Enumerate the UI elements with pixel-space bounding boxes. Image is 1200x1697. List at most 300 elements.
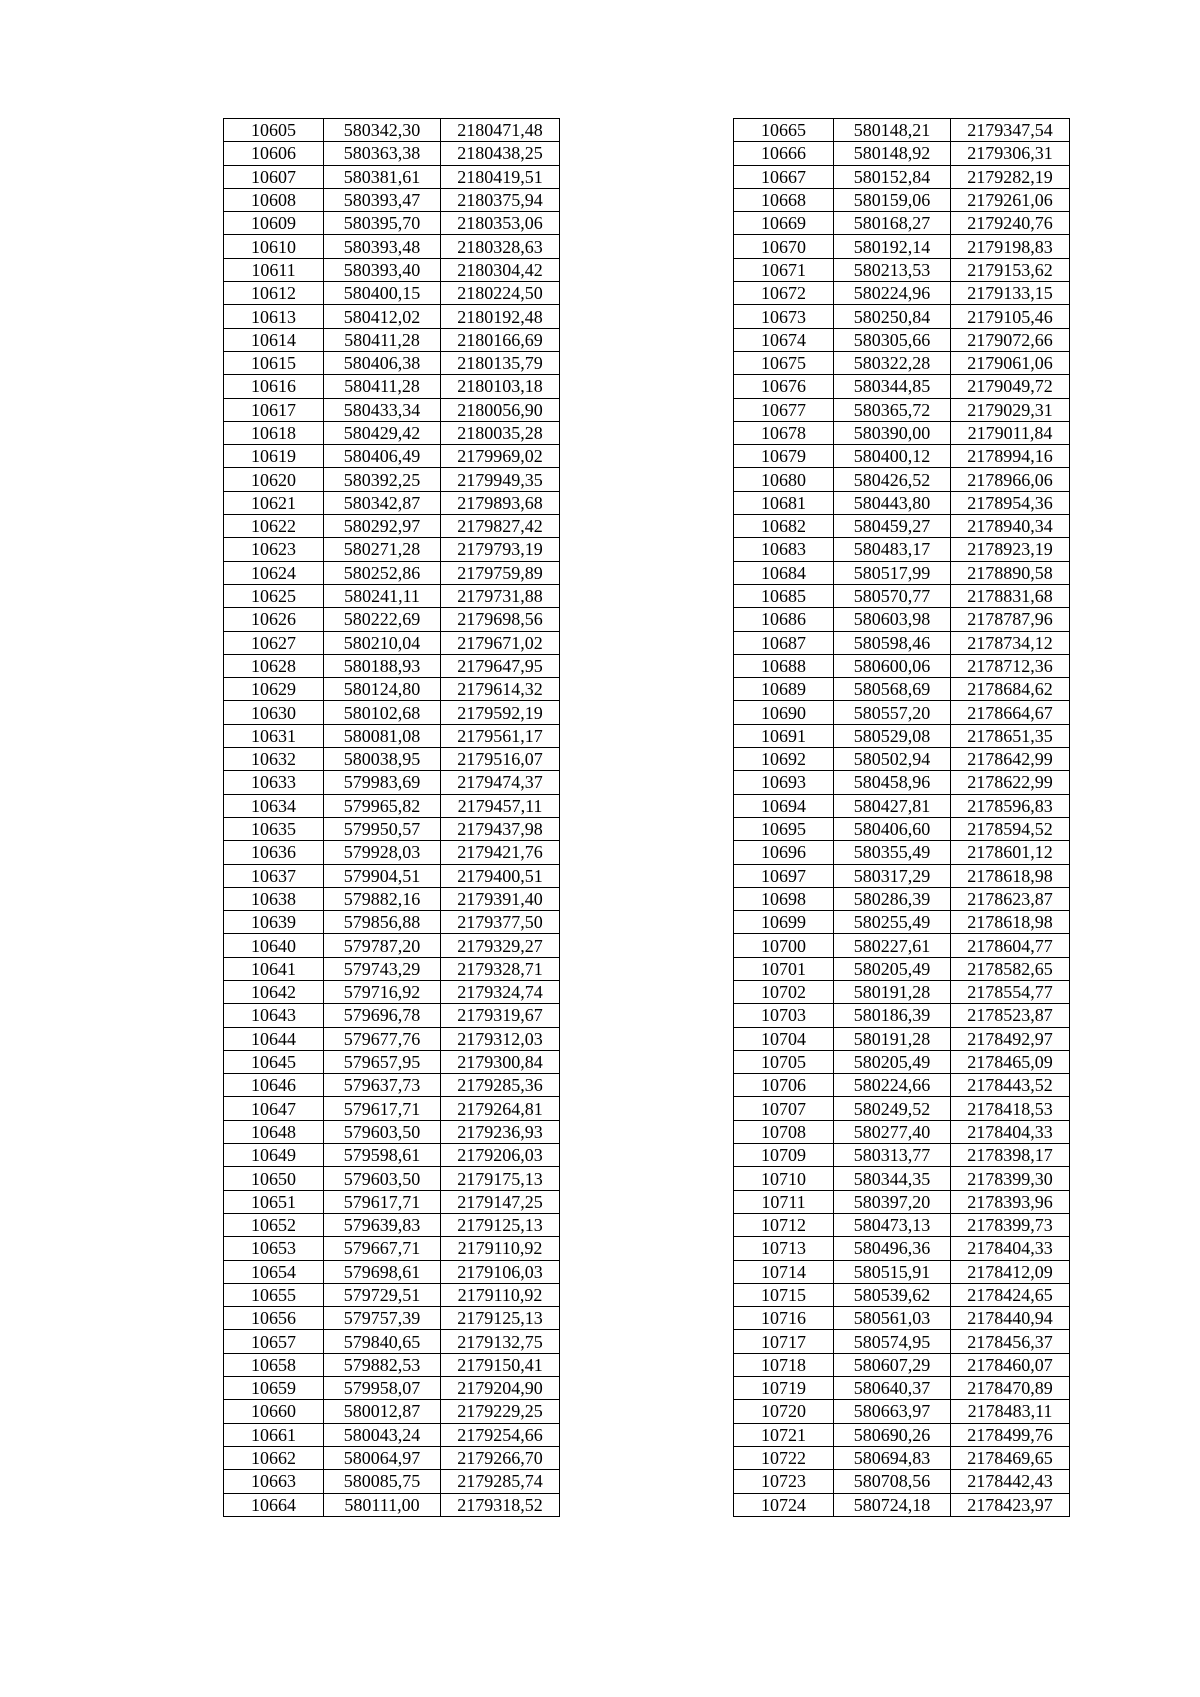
point-number-cell: 10708: [734, 1120, 834, 1143]
x-coordinate-cell: 580724,18: [834, 1493, 951, 1516]
y-coordinate-cell: 2178456,37: [951, 1330, 1070, 1353]
x-coordinate-cell: 579698,61: [324, 1260, 441, 1283]
y-coordinate-cell: 2180375,94: [441, 188, 560, 211]
point-number-cell: 10677: [734, 398, 834, 421]
point-number-cell: 10644: [224, 1027, 324, 1050]
point-number-cell: 10606: [224, 142, 324, 165]
point-number-cell: 10607: [224, 165, 324, 188]
y-coordinate-cell: 2178440,94: [951, 1307, 1070, 1330]
y-coordinate-cell: 2179329,27: [441, 934, 560, 957]
y-coordinate-cell: 2179147,25: [441, 1190, 560, 1213]
y-coordinate-cell: 2178465,09: [951, 1050, 1070, 1073]
table-row: [224, 538, 560, 561]
y-coordinate-cell: 2180471,48: [441, 119, 560, 142]
x-coordinate-cell: 580561,03: [834, 1307, 951, 1330]
table-row: [224, 1283, 560, 1306]
y-coordinate-cell: 2178442,43: [951, 1470, 1070, 1493]
table-row: [734, 1167, 1070, 1190]
table-row: [734, 1470, 1070, 1493]
x-coordinate-cell: 579603,50: [324, 1120, 441, 1143]
x-coordinate-cell: 579598,61: [324, 1144, 441, 1167]
x-coordinate-cell: 580064,97: [324, 1446, 441, 1469]
x-coordinate-cell: 579840,65: [324, 1330, 441, 1353]
x-coordinate-cell: 580427,81: [834, 794, 951, 817]
x-coordinate-cell: 580539,62: [834, 1283, 951, 1306]
x-coordinate-cell: 580603,98: [834, 608, 951, 631]
point-number-cell: 10696: [734, 841, 834, 864]
y-coordinate-cell: 2179204,90: [441, 1377, 560, 1400]
point-number-cell: 10688: [734, 654, 834, 677]
x-coordinate-cell: 580411,28: [324, 328, 441, 351]
y-coordinate-cell: 2178734,12: [951, 631, 1070, 654]
y-coordinate-cell: 2179969,02: [441, 445, 560, 468]
table-row: [734, 584, 1070, 607]
x-coordinate-cell: 580365,72: [834, 398, 951, 421]
table-row: [224, 1004, 560, 1027]
y-coordinate-cell: 2178954,36: [951, 491, 1070, 514]
table-row: [734, 235, 1070, 258]
table-row: [734, 864, 1070, 887]
y-coordinate-cell: 2179061,06: [951, 351, 1070, 374]
x-coordinate-cell: 579787,20: [324, 934, 441, 957]
x-coordinate-cell: 580102,68: [324, 701, 441, 724]
x-coordinate-cell: 580390,00: [834, 421, 951, 444]
table-row: [224, 1190, 560, 1213]
point-number-cell: 10632: [224, 748, 324, 771]
y-coordinate-cell: 2179312,03: [441, 1027, 560, 1050]
point-number-cell: 10697: [734, 864, 834, 887]
x-coordinate-cell: 579617,71: [324, 1097, 441, 1120]
table-row: [224, 165, 560, 188]
x-coordinate-cell: 580458,96: [834, 771, 951, 794]
y-coordinate-cell: 2179153,62: [951, 258, 1070, 281]
y-coordinate-cell: 2180035,28: [441, 421, 560, 444]
x-coordinate-cell: 580663,97: [834, 1400, 951, 1423]
table-row: [224, 771, 560, 794]
x-coordinate-cell: 579950,57: [324, 817, 441, 840]
x-coordinate-cell: 580224,96: [834, 282, 951, 305]
x-coordinate-cell: 580529,08: [834, 724, 951, 747]
y-coordinate-cell: 2178622,99: [951, 771, 1070, 794]
table-row: [224, 212, 560, 235]
table-row: [734, 305, 1070, 328]
y-coordinate-cell: 2179285,74: [441, 1470, 560, 1493]
y-coordinate-cell: 2179437,98: [441, 817, 560, 840]
x-coordinate-cell: 579928,03: [324, 841, 441, 864]
table-row: [224, 1377, 560, 1400]
table-row: [224, 351, 560, 374]
x-coordinate-cell: 580277,40: [834, 1120, 951, 1143]
x-coordinate-cell: 579696,78: [324, 1004, 441, 1027]
table-row: [224, 328, 560, 351]
x-coordinate-cell: 579882,16: [324, 887, 441, 910]
x-coordinate-cell: 580406,49: [324, 445, 441, 468]
y-coordinate-cell: 2179318,52: [441, 1493, 560, 1516]
table-row: [734, 282, 1070, 305]
table-row: [734, 748, 1070, 771]
y-coordinate-cell: 2180419,51: [441, 165, 560, 188]
table-row: [224, 142, 560, 165]
x-coordinate-cell: 580224,66: [834, 1074, 951, 1097]
point-number-cell: 10605: [224, 119, 324, 142]
x-coordinate-cell: 580690,26: [834, 1423, 951, 1446]
x-coordinate-cell: 579716,92: [324, 980, 441, 1003]
y-coordinate-cell: 2178393,96: [951, 1190, 1070, 1213]
point-number-cell: 10661: [224, 1423, 324, 1446]
x-coordinate-cell: 580043,24: [324, 1423, 441, 1446]
y-coordinate-cell: 2178618,98: [951, 864, 1070, 887]
x-coordinate-cell: 580210,04: [324, 631, 441, 654]
x-coordinate-cell: 579637,73: [324, 1074, 441, 1097]
table-row: [224, 911, 560, 934]
x-coordinate-cell: 580152,84: [834, 165, 951, 188]
point-number-cell: 10711: [734, 1190, 834, 1213]
point-number-cell: 10657: [224, 1330, 324, 1353]
point-number-cell: 10626: [224, 608, 324, 631]
table-row: [224, 1144, 560, 1167]
y-coordinate-cell: 2179319,67: [441, 1004, 560, 1027]
point-number-cell: 10641: [224, 957, 324, 980]
table-row: [224, 817, 560, 840]
x-coordinate-cell: 580222,69: [324, 608, 441, 631]
x-coordinate-cell: 580393,40: [324, 258, 441, 281]
table-row: [224, 957, 560, 980]
table-row: [224, 980, 560, 1003]
table-row: [734, 421, 1070, 444]
point-number-cell: 10636: [224, 841, 324, 864]
x-coordinate-cell: 579617,71: [324, 1190, 441, 1213]
x-coordinate-cell: 580148,21: [834, 119, 951, 142]
point-number-cell: 10630: [224, 701, 324, 724]
table-row: [224, 701, 560, 724]
y-coordinate-cell: 2179072,66: [951, 328, 1070, 351]
x-coordinate-cell: 580168,27: [834, 212, 951, 235]
y-coordinate-cell: 2179106,03: [441, 1260, 560, 1283]
table-row: [224, 421, 560, 444]
y-coordinate-cell: 2179049,72: [951, 375, 1070, 398]
y-coordinate-cell: 2178470,89: [951, 1377, 1070, 1400]
table-row: [734, 1330, 1070, 1353]
coordinates-table-right: [733, 118, 1070, 1517]
point-number-cell: 10622: [224, 515, 324, 538]
x-coordinate-cell: 579882,53: [324, 1353, 441, 1376]
x-coordinate-cell: 579983,69: [324, 771, 441, 794]
y-coordinate-cell: 2179132,75: [441, 1330, 560, 1353]
point-number-cell: 10709: [734, 1144, 834, 1167]
point-number-cell: 10646: [224, 1074, 324, 1097]
table-row: [224, 724, 560, 747]
point-number-cell: 10627: [224, 631, 324, 654]
x-coordinate-cell: 580111,00: [324, 1493, 441, 1516]
point-number-cell: 10675: [734, 351, 834, 374]
point-number-cell: 10671: [734, 258, 834, 281]
y-coordinate-cell: 2178423,97: [951, 1493, 1070, 1516]
x-coordinate-cell: 580600,06: [834, 654, 951, 677]
y-coordinate-cell: 2178412,09: [951, 1260, 1070, 1283]
x-coordinate-cell: 579757,39: [324, 1307, 441, 1330]
x-coordinate-cell: 580395,70: [324, 212, 441, 235]
point-number-cell: 10687: [734, 631, 834, 654]
table-row: [224, 375, 560, 398]
table-row: [224, 1493, 560, 1516]
table-row: [734, 1260, 1070, 1283]
y-coordinate-cell: 2179516,07: [441, 748, 560, 771]
x-coordinate-cell: 580252,86: [324, 561, 441, 584]
y-coordinate-cell: 2178923,19: [951, 538, 1070, 561]
x-coordinate-cell: 580406,38: [324, 351, 441, 374]
y-coordinate-cell: 2179328,71: [441, 957, 560, 980]
point-number-cell: 10706: [734, 1074, 834, 1097]
x-coordinate-cell: 579958,07: [324, 1377, 441, 1400]
x-coordinate-cell: 580012,87: [324, 1400, 441, 1423]
point-number-cell: 10611: [224, 258, 324, 281]
table-row: [734, 1144, 1070, 1167]
y-coordinate-cell: 2179125,13: [441, 1307, 560, 1330]
y-coordinate-cell: 2178404,33: [951, 1237, 1070, 1260]
x-coordinate-cell: 580483,17: [834, 538, 951, 561]
table-row: [224, 1330, 560, 1353]
y-coordinate-cell: 2179206,03: [441, 1144, 560, 1167]
x-coordinate-cell: 580322,28: [834, 351, 951, 374]
point-number-cell: 10662: [224, 1446, 324, 1469]
table-row: [734, 911, 1070, 934]
point-number-cell: 10715: [734, 1283, 834, 1306]
table-row: [224, 515, 560, 538]
table-row: [734, 165, 1070, 188]
table-row: [734, 1004, 1070, 1027]
table-row: [734, 1213, 1070, 1236]
point-number-cell: 10695: [734, 817, 834, 840]
y-coordinate-cell: 2180328,63: [441, 235, 560, 258]
table-row: [734, 1190, 1070, 1213]
point-number-cell: 10683: [734, 538, 834, 561]
point-number-cell: 10691: [734, 724, 834, 747]
point-number-cell: 10609: [224, 212, 324, 235]
point-number-cell: 10678: [734, 421, 834, 444]
table-row: [734, 724, 1070, 747]
y-coordinate-cell: 2179698,56: [441, 608, 560, 631]
x-coordinate-cell: 580400,15: [324, 282, 441, 305]
point-number-cell: 10670: [734, 235, 834, 258]
table-row: [224, 1446, 560, 1469]
x-coordinate-cell: 580124,80: [324, 678, 441, 701]
x-coordinate-cell: 580342,30: [324, 119, 441, 142]
x-coordinate-cell: 580570,77: [834, 584, 951, 607]
y-coordinate-cell: 2178890,58: [951, 561, 1070, 584]
point-number-cell: 10645: [224, 1050, 324, 1073]
table-row: [734, 328, 1070, 351]
y-coordinate-cell: 2179029,31: [951, 398, 1070, 421]
x-coordinate-cell: 580148,92: [834, 142, 951, 165]
x-coordinate-cell: 580443,80: [834, 491, 951, 514]
table-row: [224, 1470, 560, 1493]
table-row: [224, 1237, 560, 1260]
point-number-cell: 10649: [224, 1144, 324, 1167]
table-row: [734, 515, 1070, 538]
x-coordinate-cell: 580473,13: [834, 1213, 951, 1236]
x-coordinate-cell: 580188,93: [324, 654, 441, 677]
point-number-cell: 10692: [734, 748, 834, 771]
x-coordinate-cell: 580640,37: [834, 1377, 951, 1400]
y-coordinate-cell: 2178618,98: [951, 911, 1070, 934]
y-coordinate-cell: 2179236,93: [441, 1120, 560, 1143]
point-number-cell: 10648: [224, 1120, 324, 1143]
x-coordinate-cell: 580502,94: [834, 748, 951, 771]
point-number-cell: 10637: [224, 864, 324, 887]
point-number-cell: 10631: [224, 724, 324, 747]
y-coordinate-cell: 2179264,81: [441, 1097, 560, 1120]
table-row: [224, 678, 560, 701]
y-coordinate-cell: 2179474,37: [441, 771, 560, 794]
table-row: [734, 957, 1070, 980]
y-coordinate-cell: 2178399,30: [951, 1167, 1070, 1190]
point-number-cell: 10713: [734, 1237, 834, 1260]
y-coordinate-cell: 2178831,68: [951, 584, 1070, 607]
y-coordinate-cell: 2178554,77: [951, 980, 1070, 1003]
y-coordinate-cell: 2179561,17: [441, 724, 560, 747]
table-row: [224, 748, 560, 771]
x-coordinate-cell: 580255,49: [834, 911, 951, 934]
y-coordinate-cell: 2178469,65: [951, 1446, 1070, 1469]
point-number-cell: 10690: [734, 701, 834, 724]
y-coordinate-cell: 2179324,74: [441, 980, 560, 1003]
point-number-cell: 10684: [734, 561, 834, 584]
point-number-cell: 10613: [224, 305, 324, 328]
y-coordinate-cell: 2178994,16: [951, 445, 1070, 468]
point-number-cell: 10653: [224, 1237, 324, 1260]
y-coordinate-cell: 2178523,87: [951, 1004, 1070, 1027]
y-coordinate-cell: 2179266,70: [441, 1446, 560, 1469]
table-row: [734, 188, 1070, 211]
y-coordinate-cell: 2178787,96: [951, 608, 1070, 631]
table-row: [224, 1074, 560, 1097]
x-coordinate-cell: 580205,49: [834, 957, 951, 980]
table-row: [224, 887, 560, 910]
x-coordinate-cell: 580400,12: [834, 445, 951, 468]
x-coordinate-cell: 579603,50: [324, 1167, 441, 1190]
point-number-cell: 10658: [224, 1353, 324, 1376]
table-row: [224, 794, 560, 817]
table-row: [734, 119, 1070, 142]
x-coordinate-cell: 580205,49: [834, 1050, 951, 1073]
y-coordinate-cell: 2179125,13: [441, 1213, 560, 1236]
table-row: [734, 1377, 1070, 1400]
point-number-cell: 10610: [224, 235, 324, 258]
y-coordinate-cell: 2178966,06: [951, 468, 1070, 491]
point-number-cell: 10676: [734, 375, 834, 398]
y-coordinate-cell: 2179949,35: [441, 468, 560, 491]
point-number-cell: 10608: [224, 188, 324, 211]
x-coordinate-cell: 579657,95: [324, 1050, 441, 1073]
table-row: [734, 771, 1070, 794]
table-row: [734, 375, 1070, 398]
y-coordinate-cell: 2178604,77: [951, 934, 1070, 957]
x-coordinate-cell: 580517,99: [834, 561, 951, 584]
point-number-cell: 10680: [734, 468, 834, 491]
y-coordinate-cell: 2180353,06: [441, 212, 560, 235]
point-number-cell: 10654: [224, 1260, 324, 1283]
point-number-cell: 10689: [734, 678, 834, 701]
point-number-cell: 10633: [224, 771, 324, 794]
x-coordinate-cell: 579856,88: [324, 911, 441, 934]
point-number-cell: 10621: [224, 491, 324, 514]
y-coordinate-cell: 2179400,51: [441, 864, 560, 887]
y-coordinate-cell: 2179300,84: [441, 1050, 560, 1073]
point-number-cell: 10642: [224, 980, 324, 1003]
table-row: [734, 817, 1070, 840]
x-coordinate-cell: 580313,77: [834, 1144, 951, 1167]
x-coordinate-cell: 580574,95: [834, 1330, 951, 1353]
table-row: [224, 445, 560, 468]
table-row: [224, 841, 560, 864]
y-coordinate-cell: 2178492,97: [951, 1027, 1070, 1050]
x-coordinate-cell: 580694,83: [834, 1446, 951, 1469]
point-number-cell: 10655: [224, 1283, 324, 1306]
x-coordinate-cell: 580227,61: [834, 934, 951, 957]
point-number-cell: 10643: [224, 1004, 324, 1027]
y-coordinate-cell: 2180438,25: [441, 142, 560, 165]
table-row: [734, 887, 1070, 910]
y-coordinate-cell: 2178601,12: [951, 841, 1070, 864]
x-coordinate-cell: 580271,28: [324, 538, 441, 561]
point-number-cell: 10720: [734, 1400, 834, 1423]
table-row: [224, 1097, 560, 1120]
y-coordinate-cell: 2179614,32: [441, 678, 560, 701]
point-number-cell: 10702: [734, 980, 834, 1003]
table-row: [224, 1213, 560, 1236]
table-row: [734, 654, 1070, 677]
y-coordinate-cell: 2179377,50: [441, 911, 560, 934]
point-number-cell: 10639: [224, 911, 324, 934]
point-number-cell: 10647: [224, 1097, 324, 1120]
point-number-cell: 10698: [734, 887, 834, 910]
table-row: [734, 445, 1070, 468]
y-coordinate-cell: 2179261,06: [951, 188, 1070, 211]
y-coordinate-cell: 2178684,62: [951, 678, 1070, 701]
point-number-cell: 10664: [224, 1493, 324, 1516]
point-number-cell: 10717: [734, 1330, 834, 1353]
x-coordinate-cell: 580607,29: [834, 1353, 951, 1376]
x-coordinate-cell: 580286,39: [834, 887, 951, 910]
x-coordinate-cell: 580568,69: [834, 678, 951, 701]
table-row: [734, 491, 1070, 514]
y-coordinate-cell: 2178483,11: [951, 1400, 1070, 1423]
x-coordinate-cell: 580557,20: [834, 701, 951, 724]
table-row: [224, 584, 560, 607]
table-row: [224, 188, 560, 211]
y-coordinate-cell: 2180166,69: [441, 328, 560, 351]
table-row: [734, 841, 1070, 864]
point-number-cell: 10659: [224, 1377, 324, 1400]
x-coordinate-cell: 579667,71: [324, 1237, 441, 1260]
point-number-cell: 10663: [224, 1470, 324, 1493]
table-row: [734, 351, 1070, 374]
coordinates-table-left: [223, 118, 560, 1517]
x-coordinate-cell: 580496,36: [834, 1237, 951, 1260]
table-row: [734, 1400, 1070, 1423]
point-number-cell: 10707: [734, 1097, 834, 1120]
table-row: [224, 1260, 560, 1283]
y-coordinate-cell: 2178940,34: [951, 515, 1070, 538]
x-coordinate-cell: 580433,34: [324, 398, 441, 421]
point-number-cell: 10616: [224, 375, 324, 398]
point-number-cell: 10619: [224, 445, 324, 468]
table-row: [734, 701, 1070, 724]
y-coordinate-cell: 2179391,40: [441, 887, 560, 910]
y-coordinate-cell: 2178594,52: [951, 817, 1070, 840]
x-coordinate-cell: 580392,25: [324, 468, 441, 491]
point-number-cell: 10615: [224, 351, 324, 374]
